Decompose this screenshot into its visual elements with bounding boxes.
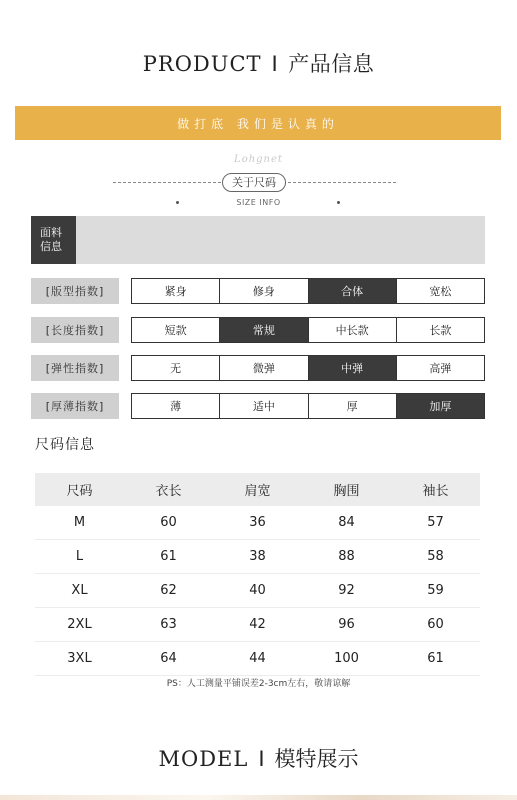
table-cell: 61 xyxy=(124,540,213,574)
table-cell: M xyxy=(35,506,124,540)
size-info-subtitle: SIZE INFO xyxy=(236,198,281,207)
index-option-selected: 加厚 xyxy=(396,394,484,418)
index-option: 紧身 xyxy=(164,285,187,298)
decor-dot-right xyxy=(337,201,340,204)
fabric-info-label xyxy=(31,216,76,264)
size-column-header: 尺码 xyxy=(35,473,124,506)
index-options xyxy=(131,355,485,381)
table-cell: 59 xyxy=(391,574,480,608)
slogan-banner xyxy=(15,106,501,140)
table-cell: 88 xyxy=(302,540,391,574)
title-separator: I xyxy=(271,52,279,76)
table-cell: 64 xyxy=(124,642,213,676)
size-column-header: 肩宽 xyxy=(213,473,302,506)
index-option: 薄 xyxy=(170,400,182,413)
index-row xyxy=(31,278,485,304)
index-options xyxy=(131,278,485,304)
size-table xyxy=(35,473,480,676)
table-row xyxy=(35,642,480,676)
fabric-info-bar xyxy=(31,216,485,264)
table-row xyxy=(35,506,480,540)
brand-script-logo: Lohgnet xyxy=(234,154,283,165)
model-section-title xyxy=(0,743,517,773)
index-row xyxy=(31,317,485,343)
table-cell: 100 xyxy=(302,642,391,676)
table-cell: 3XL xyxy=(35,642,124,676)
table-cell: 60 xyxy=(391,608,480,642)
index-option-selected: 常规 xyxy=(219,318,307,342)
size-info-badge: 关于尺码 xyxy=(222,173,286,192)
page-title-cn: 产品信息 xyxy=(288,52,375,76)
size-column-header: 胸围 xyxy=(302,473,391,506)
table-cell: 61 xyxy=(391,642,480,676)
table-cell: 92 xyxy=(302,574,391,608)
model-title-en: MODEL xyxy=(158,747,249,771)
model-title-separator: I xyxy=(258,747,265,771)
table-cell: 42 xyxy=(213,608,302,642)
fabric-label-line1: 面料 xyxy=(40,226,62,239)
index-options xyxy=(131,317,485,343)
fabric-label-line2: 信息 xyxy=(40,240,62,253)
size-section-title: 尺码信息 xyxy=(35,437,95,453)
size-table-header xyxy=(35,473,480,506)
table-cell: 2XL xyxy=(35,608,124,642)
table-cell: 38 xyxy=(213,540,302,574)
table-row xyxy=(35,608,480,642)
slogan-text: 做打底 我们是认真的 xyxy=(177,116,339,131)
model-title-cn: 模特展示 xyxy=(274,747,359,771)
index-option: 长款 xyxy=(396,318,484,342)
table-cell: 62 xyxy=(124,574,213,608)
index-option-selected: 中弹 xyxy=(308,356,396,380)
table-cell: 60 xyxy=(124,506,213,540)
index-options xyxy=(131,393,485,419)
model-photo-edge xyxy=(0,795,517,800)
index-row xyxy=(31,355,485,381)
index-option: 微弹 xyxy=(219,356,307,380)
table-cell: 57 xyxy=(391,506,480,540)
page-title xyxy=(0,48,517,78)
table-cell: 36 xyxy=(213,506,302,540)
table-cell: XL xyxy=(35,574,124,608)
index-option: 高弹 xyxy=(396,356,484,380)
index-option: 短款 xyxy=(164,324,187,337)
index-row-label: [版型指数] xyxy=(31,278,119,304)
index-row xyxy=(31,393,485,419)
index-option-selected: 合体 xyxy=(308,279,396,303)
index-option: 厚 xyxy=(308,394,396,418)
index-row-label: [弹性指数] xyxy=(31,355,119,381)
table-cell: 84 xyxy=(302,506,391,540)
index-option: 中长款 xyxy=(308,318,396,342)
table-row xyxy=(35,574,480,608)
table-cell: L xyxy=(35,540,124,574)
index-option: 修身 xyxy=(219,279,307,303)
table-cell: 96 xyxy=(302,608,391,642)
table-cell: 58 xyxy=(391,540,480,574)
index-option: 宽松 xyxy=(396,279,484,303)
index-row-label: [厚薄指数] xyxy=(31,393,119,419)
table-cell: 40 xyxy=(213,574,302,608)
index-option: 无 xyxy=(170,362,182,375)
table-row xyxy=(35,540,480,574)
measurement-note: PS：人工测量平铺误差2-3cm左右，敬请谅解 xyxy=(166,679,351,689)
table-cell: 63 xyxy=(124,608,213,642)
size-column-header: 衣长 xyxy=(124,473,213,506)
index-row-label: [长度指数] xyxy=(31,317,119,343)
size-column-header: 袖长 xyxy=(391,473,480,506)
index-option: 适中 xyxy=(219,394,307,418)
table-cell: 44 xyxy=(213,642,302,676)
page-title-en: PRODUCT xyxy=(142,52,262,76)
